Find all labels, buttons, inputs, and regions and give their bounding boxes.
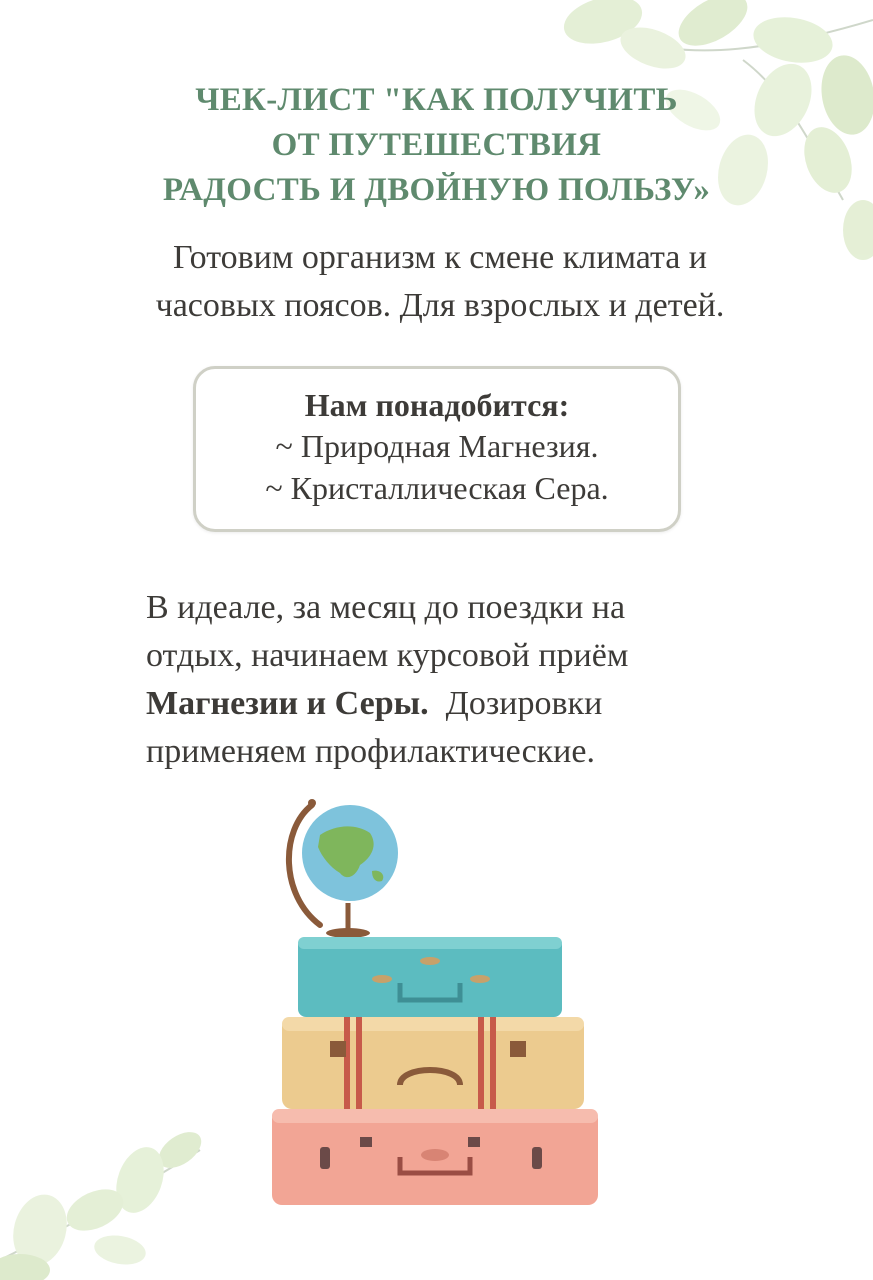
instructions-line-4: применяем профилактические. xyxy=(146,733,595,770)
subtitle xyxy=(70,234,810,330)
title-line-2: ОТ ПУТЕШЕСТВИЯ xyxy=(271,127,602,163)
instructions-line-3-rest: Дозировки xyxy=(428,685,603,722)
title-line-3: РАДОСТЬ И ДВОЙНУЮ ПОЛЬЗУ» xyxy=(162,172,711,208)
ingredients-heading: Нам понадобится: xyxy=(304,387,570,423)
subtitle-line-2: часовых поясов. Для взрослых и детей. xyxy=(155,287,725,324)
ingredient-item: ~ Природная Магнезия. xyxy=(275,428,599,464)
instructions-line-2: отдых, начинаем курсовой приём xyxy=(146,637,629,674)
ingredient-item: ~ Кристаллическая Сера. xyxy=(265,470,609,506)
instructions-line-3 xyxy=(146,680,786,728)
page-title xyxy=(60,78,813,213)
instructions-line-1: В идеале, за месяц до поездки на xyxy=(146,589,626,626)
subtitle-line-1: Готовим организм к смене климата и xyxy=(172,239,708,276)
instructions-paragraph xyxy=(146,584,786,776)
title-line-1: ЧЕК-ЛИСТ "КАК ПОЛУЧИТЬ xyxy=(195,82,678,118)
leaves-bottom-left-decoration xyxy=(0,1110,260,1280)
ingredients-box xyxy=(193,366,681,532)
globe-suitcases-illustration xyxy=(260,785,620,1215)
highlight-text: Магнезии и Серы. xyxy=(146,685,429,722)
